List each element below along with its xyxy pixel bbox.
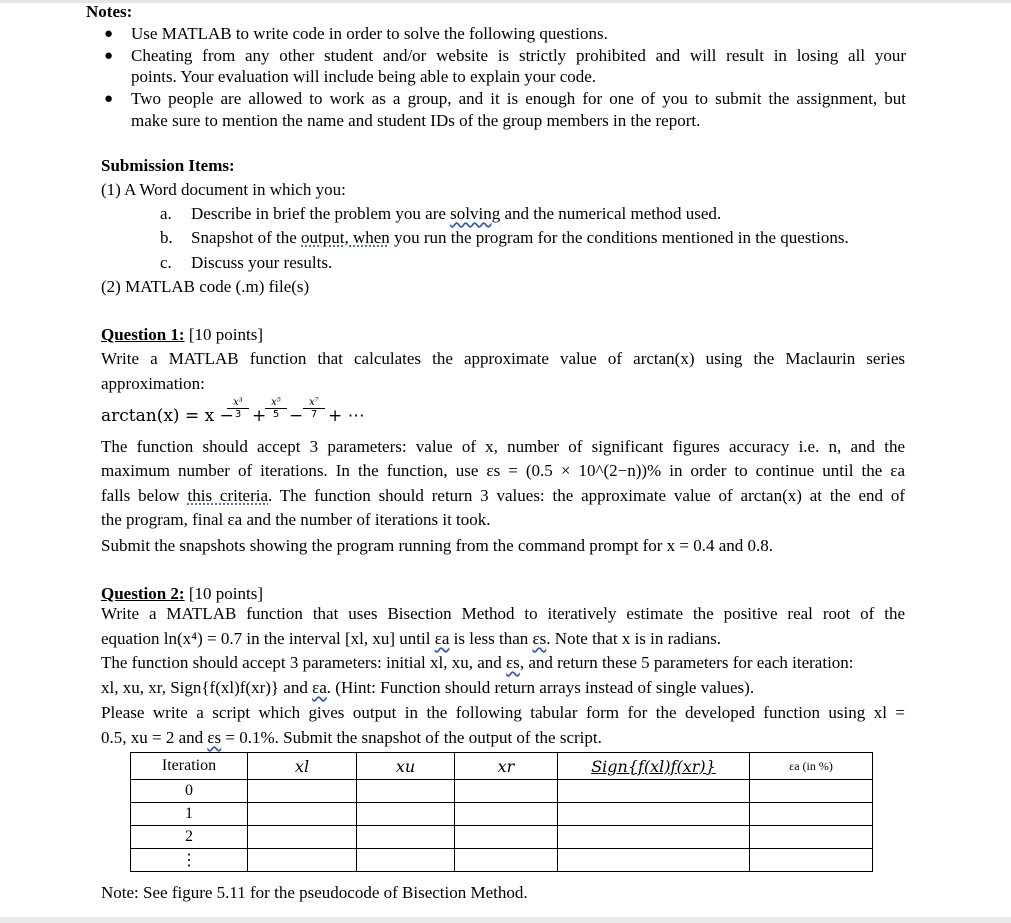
bottom-edge: [0, 917, 1011, 923]
submission-heading: Submission Items:: [101, 156, 235, 175]
spell-mark: solving: [450, 204, 501, 223]
q1-para-1: The function should accept 3 parameters: value of x, number of significant figures accuracy i.e. n, and the: [101, 437, 905, 456]
header-ea: εa (in %): [750, 753, 873, 780]
grammar-mark: this criteria: [187, 486, 269, 505]
q1-line-2: approximation:: [101, 374, 205, 393]
op-minus: −: [289, 406, 304, 426]
sub-item-c: Discuss your results.: [191, 253, 333, 272]
header-iteration: Iteration: [131, 753, 248, 780]
table-row: [131, 826, 873, 849]
spell-mark: εs: [532, 629, 547, 648]
q1-para-2: maximum number of iterations. In the function, use εs = (0.5 × 10^(2−n))% in order to continue until the εa: [101, 461, 905, 480]
q1-para-5: Submit the snapshots showing the program running from the command prompt for x = 0.4 and 0.8.: [101, 536, 774, 555]
top-edge: [0, 0, 1011, 3]
q1-heading: Question 1:: [101, 325, 185, 344]
iteration-cell: 1: [131, 803, 248, 826]
q1-title: Question 1: [10 points]: [101, 325, 263, 344]
q2-line-3: The function should accept 3 parameters: initial xl, xu, and εs, and return these 5 parameters for each iteration:: [101, 653, 854, 672]
submission-item-1: (1) A Word document in which you:: [101, 180, 346, 199]
fraction-2: x⁵ 5: [265, 398, 287, 421]
note-bullet-3-cont: make sure to mention the name and student IDs of the group members in the report.: [131, 111, 701, 130]
q2-line-2: equation ln(x⁴) = 0.7 in the interval [xl, xu] until εa is less than εs. Note that x is in radians.: [101, 629, 721, 648]
spell-mark: εa: [434, 629, 450, 648]
submission-item-2: (2) MATLAB code (.m) file(s): [101, 277, 310, 296]
q2-title: Question 2: [10 points]: [101, 584, 263, 603]
note-bullet-1: Use MATLAB to write code in order to solve the following questions.: [131, 24, 608, 43]
spell-mark: εs: [506, 653, 520, 672]
formula-tail: + ⋯: [328, 406, 365, 426]
bullet-dot: ●: [104, 48, 114, 64]
sub-label-c: c.: [160, 253, 172, 272]
sub-label-b: b.: [160, 228, 173, 247]
q2-line-4: xl, xu, xr, Sign{f(xl)f(xr)} and εa. (Hint: Function should return arrays instead of single values).: [101, 678, 755, 697]
iteration-cell: ⋮: [131, 849, 248, 872]
header-xl: xl: [248, 753, 357, 780]
table-header-row: [131, 753, 873, 780]
fraction-3: x⁷ 7: [303, 398, 325, 421]
sub-label-a: a.: [160, 204, 172, 223]
q2-note: Note: See figure 5.11 for the pseudocode of Bisection Method.: [101, 883, 528, 902]
op-plus: +: [252, 406, 267, 426]
header-xu: xu: [357, 753, 455, 780]
header-sign: Sign{f(xl)f(xr)}: [558, 753, 750, 780]
bullet-dot: ●: [104, 26, 114, 42]
formula-lhs: arctan(x) = x −: [101, 406, 234, 426]
table-row: [131, 780, 873, 803]
q1-line-1: Write a MATLAB function that calculates the approximate value of arctan(x) using the Maclaurin series: [101, 349, 905, 368]
q2-heading: Question 2:: [101, 584, 185, 603]
q2-line-6: 0.5, xu = 2 and εs = 0.1%. Submit the snapshot of the output of the script.: [101, 728, 602, 747]
header-xr: xr: [455, 753, 558, 780]
bisection-table: [130, 752, 873, 872]
note-bullet-2: Cheating from any other student and/or website is strictly prohibited and will result in losing all your: [131, 46, 906, 65]
sub-item-b: Snapshot of the output, when you run the program for the conditions mentioned in the questions.: [191, 228, 849, 247]
iteration-cell: 0: [131, 780, 248, 803]
bullet-dot: ●: [104, 91, 114, 107]
fraction-1: x³ 3: [227, 398, 249, 421]
spell-mark: εa: [312, 678, 327, 697]
q1-para-4: the program, final εa and the number of iterations it took.: [101, 510, 491, 529]
q1-para-3: falls below this criteria. The function should return 3 values: the approximate value of arctan(x) at the end of: [101, 486, 905, 505]
spell-mark: εs: [207, 728, 222, 747]
table-row: [131, 849, 873, 872]
table-row: [131, 803, 873, 826]
iteration-cell: 2: [131, 826, 248, 849]
note-bullet-2-cont: points. Your evaluation will include being able to explain your code.: [131, 67, 597, 86]
q2-line-1: Write a MATLAB function that uses Bisection Method to iteratively estimate the positive real root of the: [101, 604, 905, 623]
grammar-mark: output, when: [301, 228, 390, 247]
note-bullet-3: Two people are allowed to work as a group, and it is enough for one of you to submit the assignment, but: [131, 89, 906, 108]
notes-heading: Notes:: [86, 2, 133, 21]
q2-line-5: Please write a script which gives output in the following tabular form for the developed function using xl =: [101, 703, 905, 722]
sub-item-a: Describe in brief the problem you are solving and the numerical method used.: [191, 204, 722, 223]
